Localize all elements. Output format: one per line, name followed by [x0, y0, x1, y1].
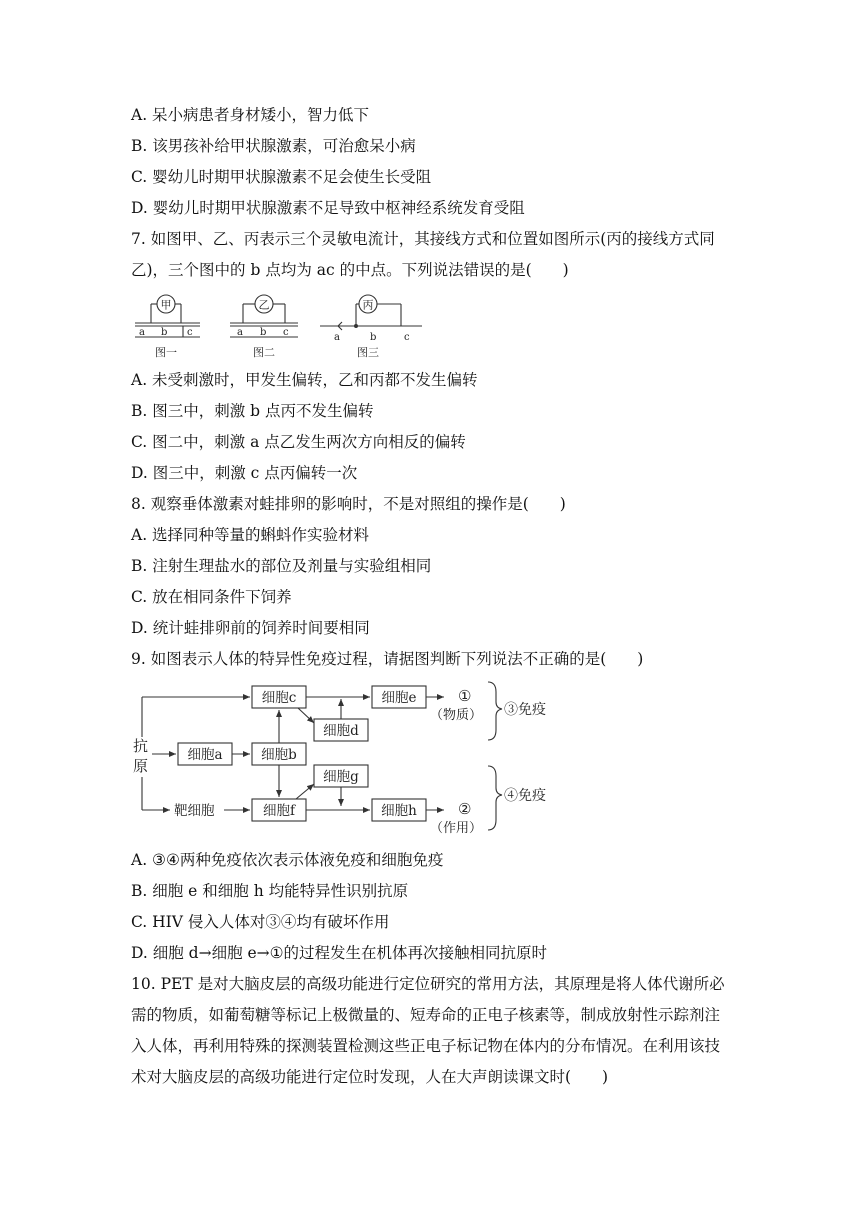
q7-stem-line-1: 7. 如图甲、乙、丙表示三个灵敏电流计，其接线方式和位置如图所示(丙的接线方式同: [131, 230, 715, 248]
meter-jia-label: 甲: [160, 298, 172, 312]
fig3-caption: 图三: [357, 346, 379, 359]
q6-option-b: B. 该男孩补给甲状腺激素，可治愈呆小病: [131, 137, 416, 155]
cell-h-label: 细胞h: [381, 803, 417, 819]
cell-f-label: 细胞f: [263, 803, 295, 819]
antigen-label-bottom: 原: [133, 757, 149, 775]
figure-3: [320, 295, 422, 359]
immunity-4-label: ④免疫: [504, 788, 546, 804]
q8-option-c: C. 放在相同条件下饲养: [131, 588, 292, 606]
mark-2-note: （作用）: [430, 821, 483, 836]
q10-line-3: 入人体，再利用特殊的探测装置检测这些正电子标记物在体内的分布情况。在利用该技: [131, 1037, 721, 1055]
antigen-label-top: 抗: [133, 737, 149, 755]
q9-option-d: D. 细胞 d→细胞 e→①的过程发生在机体再次接触相同抗原时: [131, 944, 548, 962]
fig1-caption: 图一: [155, 346, 177, 359]
q8-option-b: B. 注射生理盐水的部位及剂量与实验组相同: [131, 557, 432, 575]
cell-a-label: 细胞a: [187, 747, 223, 763]
q9-stem: 9. 如图表示人体的特异性免疫过程，请据图判断下列说法不正确的是( ): [131, 650, 644, 668]
q6-option-c: C. 婴幼儿时期甲状腺激素不足会使生长受阻: [131, 168, 432, 186]
q9-option-a: A. ③④两种免疫依次表示体液免疫和细胞免疫: [131, 851, 444, 869]
cell-e-label: 细胞e: [381, 690, 417, 706]
q7-option-c: C. 图二中，刺激 a 点乙发生两次方向相反的偏转: [131, 433, 466, 451]
q7-option-a: A. 未受刺激时，甲发生偏转，乙和丙都不发生偏转: [131, 371, 478, 389]
q7-stem-line-2: 乙)，三个图中的 b 点均为 ac 的中点。下列说法错误的是( ): [131, 261, 569, 279]
fig3-point-c: c: [404, 332, 410, 343]
q9-option-b: B. 细胞 e 和细胞 h 均能特异性识别抗原: [131, 882, 409, 900]
q7-option-b: B. 图三中，刺激 b 点丙不发生偏转: [131, 402, 374, 420]
q10-line-1: 10. PET 是对大脑皮层的高级功能进行定位研究的常用方法，其原理是将人体代谢所必: [131, 975, 725, 993]
fig2-point-a: a: [237, 327, 243, 338]
fig2-caption: 图二: [253, 346, 275, 359]
fig1-point-b: b: [161, 327, 168, 338]
cell-g-label: 细胞g: [323, 769, 359, 785]
q10-line-4: 术对大脑皮层的高级功能进行定位时发现，人在大声朗读课文时( ): [131, 1068, 609, 1086]
q6-option-d: D. 婴幼儿时期甲状腺激素不足导致中枢神经系统发育受阻: [131, 199, 525, 217]
q7-option-d: D. 图三中，刺激 c 点丙偏转一次: [131, 464, 358, 482]
q9-immunity-diagram: [128, 678, 568, 838]
cell-c-label: 细胞c: [261, 690, 297, 706]
q8-option-a: A. 选择同种等量的蝌蚪作实验材料: [131, 526, 370, 544]
meter-yi-label: 乙: [258, 298, 270, 312]
cell-b-label: 细胞b: [261, 747, 297, 763]
immunity-3-label: ③免疫: [504, 702, 546, 718]
fig3-point-b: b: [370, 332, 377, 343]
mark-1: ①: [458, 687, 472, 705]
fig3-point-a: a: [334, 332, 340, 343]
fig1-point-a: a: [139, 327, 145, 338]
target-cell-label: 靶细胞: [174, 803, 215, 819]
fig2-point-b: b: [260, 327, 267, 338]
figure-2: [230, 295, 298, 359]
q8-option-d: D. 统计蛙排卵前的饲养时间要相同: [131, 619, 370, 637]
fig1-point-c: c: [187, 327, 193, 338]
figure-1: [135, 295, 200, 359]
mark-2: ②: [458, 800, 472, 818]
meter-bing-label: 丙: [362, 298, 374, 312]
q10-line-2: 需的物质，如葡萄糖等标记上极微量的、短寿命的正电子核素等，制成放射性示踪剂注: [131, 1006, 721, 1024]
cell-d-label: 细胞d: [323, 723, 359, 739]
q8-stem: 8. 观察垂体激素对蛙排卵的影响时，不是对照组的操作是( ): [131, 495, 566, 513]
fig2-point-c: c: [283, 327, 289, 338]
q6-option-a: A. 呆小病患者身材矮小，智力低下: [131, 106, 370, 124]
q7-galvanometer-figures: [130, 290, 430, 362]
q9-option-c: C. HIV 侵入人体对③④均有破坏作用: [131, 913, 390, 931]
brace-cellular: [488, 766, 502, 830]
brace-humoral: [488, 682, 502, 740]
mark-1-note: （物质）: [430, 708, 483, 723]
